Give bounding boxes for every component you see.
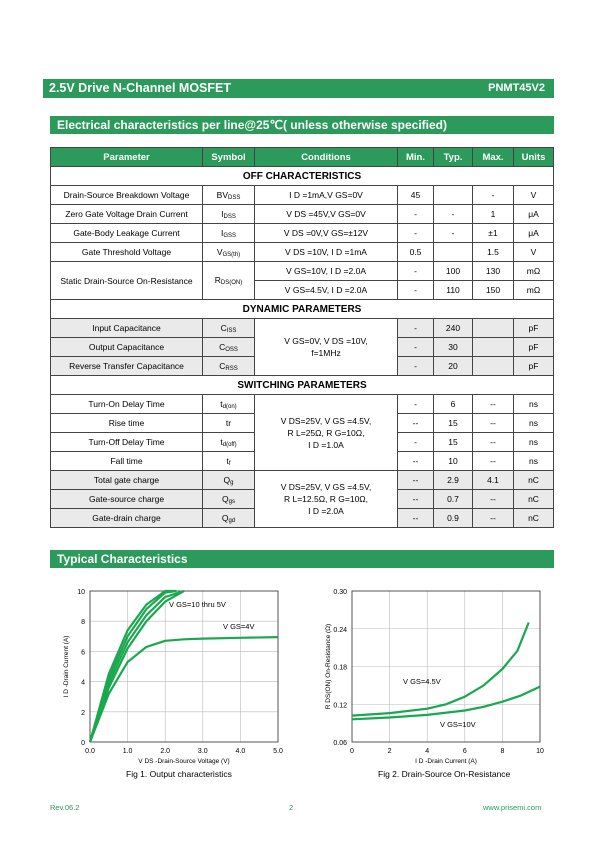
min-cell: - xyxy=(398,433,434,452)
min-cell: - xyxy=(398,205,434,224)
table-row xyxy=(51,300,554,319)
symbol-subscript: DS(ON) xyxy=(220,280,243,286)
parameter-cell: Zero Gate Voltage Drain Current xyxy=(51,205,203,224)
min-cell: -- xyxy=(398,471,434,490)
condition-line: R L=12.5Ω, R G=10Ω, xyxy=(283,494,369,504)
min-cell: - xyxy=(398,281,434,300)
symbol: R xyxy=(214,275,221,285)
y-tick-label: 0.06 xyxy=(333,740,347,747)
max-cell xyxy=(473,338,514,357)
max-cell: -- xyxy=(473,414,514,433)
x-axis-label: V DS -Drain-Source Voltage (V) xyxy=(138,758,230,765)
series-line xyxy=(90,591,177,742)
table-row xyxy=(51,319,554,338)
table-row xyxy=(51,167,554,186)
column-header: Min. xyxy=(398,148,434,167)
symbol-cell xyxy=(203,490,255,509)
typ-cell: 6 xyxy=(434,395,473,414)
parameter-cell: Fall time xyxy=(51,452,203,471)
y-tick-label: 0.24 xyxy=(333,626,347,634)
electrical-section-bar xyxy=(50,116,554,134)
min-cell: -- xyxy=(398,509,434,528)
max-cell: -- xyxy=(473,509,514,528)
symbol-cell xyxy=(203,243,255,262)
symbol: V xyxy=(216,246,223,257)
x-tick-label: 8 xyxy=(500,748,505,755)
series-annotation: V GS=4V xyxy=(223,622,255,631)
parameter-cell: Drain-Source Breakdown Voltage xyxy=(51,186,203,205)
section-title: OFF CHARACTERISTICS xyxy=(51,167,554,186)
unit-cell: pF xyxy=(514,357,554,376)
typ-cell: 240 xyxy=(434,319,473,338)
conditions-cell xyxy=(255,319,398,376)
symbol-subscript: gs xyxy=(228,498,235,505)
min-cell: - xyxy=(398,224,434,243)
table-row xyxy=(51,471,554,490)
typical-section-title: Typical Characteristics xyxy=(57,552,188,566)
max-cell xyxy=(473,319,514,338)
output-characteristics-chart xyxy=(40,580,300,780)
series-line xyxy=(90,591,177,742)
unit-cell: ns xyxy=(514,395,554,414)
condition-line: I D =2.0A xyxy=(308,506,344,516)
typ-cell: 110 xyxy=(434,281,473,300)
table-row xyxy=(51,262,554,281)
parameter-cell: Reverse Transfer Capacitance xyxy=(51,357,203,376)
symbol: Q xyxy=(221,512,229,523)
unit-cell: pF xyxy=(514,319,554,338)
series-line xyxy=(90,591,184,742)
x-tick-label: 6 xyxy=(462,748,467,755)
x-tick-label: 0 xyxy=(350,748,354,755)
unit-cell: mΩ xyxy=(514,281,554,300)
document-title: 2.5V Drive N-Channel MOSFET xyxy=(49,81,231,95)
parameter-cell: Gate-Body Leakage Current xyxy=(51,224,203,243)
typ-cell: 30 xyxy=(434,338,473,357)
unit-cell: nC xyxy=(514,490,554,509)
unit-cell: μA xyxy=(514,224,554,243)
unit-cell: ns xyxy=(514,433,554,452)
y-tick-label: 0.12 xyxy=(333,702,347,710)
max-cell: -- xyxy=(473,452,514,471)
max-cell: 4.1 xyxy=(473,471,514,490)
symbol-cell xyxy=(203,509,255,528)
unit-cell: V xyxy=(514,243,554,262)
symbol-cell xyxy=(203,205,255,224)
symbol-subscript: d(on) xyxy=(222,403,237,410)
symbol: Q xyxy=(222,493,229,504)
parameter-cell: Gate Threshold Voltage xyxy=(51,243,203,262)
max-cell: -- xyxy=(473,490,514,509)
x-tick-label: 5.0 xyxy=(273,748,283,755)
unit-cell: ns xyxy=(514,414,554,433)
symbol-subscript: DSS xyxy=(228,194,241,201)
typ-cell: 2.9 xyxy=(434,471,473,490)
y-axis-label: I D -Drain Current (A) xyxy=(63,635,70,698)
max-cell: ±1 xyxy=(473,224,514,243)
min-cell: -- xyxy=(398,452,434,471)
max-cell: -- xyxy=(473,433,514,452)
table-row xyxy=(51,395,554,414)
symbol: t xyxy=(226,455,229,466)
typ-cell: 15 xyxy=(434,414,473,433)
unit-cell: ns xyxy=(514,452,554,471)
section-title: DYNAMIC PARAMETERS xyxy=(51,300,554,319)
unit-cell: nC xyxy=(514,509,554,528)
x-axis-label: I D -Drain Current (A) xyxy=(415,758,477,765)
typ-cell xyxy=(434,186,473,205)
typ-cell: 0.9 xyxy=(434,509,473,528)
typ-cell: 100 xyxy=(434,262,473,281)
conditions-cell: V DS =45V,V GS=0V xyxy=(255,205,398,224)
condition-line: R L=25Ω, R G=10Ω, xyxy=(287,427,365,438)
column-header: Symbol xyxy=(203,148,255,167)
symbol: BV xyxy=(216,189,228,200)
max-cell xyxy=(473,357,514,376)
symbol-subscript: ISS xyxy=(226,327,237,334)
conditions-cell: V GS=10V, I D =2.0A xyxy=(255,262,398,281)
min-cell: - xyxy=(398,357,434,376)
typ-cell: - xyxy=(434,205,473,224)
parameter-cell: Gate-drain charge xyxy=(51,509,203,528)
symbol: t xyxy=(220,398,223,409)
symbol-subscript: d(off) xyxy=(222,441,237,448)
typ-cell: 20 xyxy=(434,357,473,376)
min-cell: 0.5 xyxy=(398,243,434,262)
max-cell: 1 xyxy=(473,205,514,224)
fig1-caption: Fig 1. Output characteristics xyxy=(126,769,232,779)
parameter-cell: Turn-Off Delay Time xyxy=(51,433,203,452)
symbol-cell xyxy=(203,452,255,471)
symbol: Q xyxy=(223,474,231,485)
min-cell: -- xyxy=(398,414,434,433)
symbol-subscript: OSS xyxy=(225,346,238,353)
x-tick-label: 2 xyxy=(387,748,392,755)
series-annotation: V GS=10V xyxy=(440,720,476,729)
symbol-cell xyxy=(203,357,255,376)
symbol-cell xyxy=(203,471,255,490)
min-cell: - xyxy=(398,262,434,281)
condition-line: V DS=25V, V GS =4.5V, xyxy=(280,482,372,492)
page-number: 2 xyxy=(289,803,294,812)
parameter-cell: Output Capacitance xyxy=(51,338,203,357)
website: www.prisemi.com xyxy=(483,803,542,812)
conditions-cell: V DS =10V, I D =1mA xyxy=(255,243,398,262)
column-header: Units xyxy=(514,148,554,167)
typical-section-bar xyxy=(50,550,554,568)
unit-cell: V xyxy=(514,186,554,205)
x-tick-label: 4.0 xyxy=(235,748,246,755)
symbol-subscript: DSS xyxy=(223,213,236,220)
x-tick-label: 0.0 xyxy=(85,748,95,755)
symbol-cell xyxy=(203,319,255,338)
unit-cell: nC xyxy=(514,471,554,490)
symbol: C xyxy=(219,341,226,352)
max-cell: 130 xyxy=(473,262,514,281)
symbol-cell xyxy=(203,414,255,433)
electrical-section-title: Electrical characteristics per line@25℃( unless otherwise specified) xyxy=(57,118,448,132)
symbol-cell xyxy=(203,338,255,357)
symbol: I xyxy=(220,227,224,238)
max-cell: 150 xyxy=(473,281,514,300)
unit-cell: pF xyxy=(514,338,554,357)
column-header: Parameter xyxy=(51,148,203,167)
parameter-cell: Gate-source charge xyxy=(51,490,203,509)
x-tick-label: 2.0 xyxy=(160,748,171,755)
y-axis-label: R DS(ON) On-Resistance (Ω) xyxy=(325,623,332,710)
symbol: tr xyxy=(225,417,232,428)
table-row xyxy=(51,243,554,262)
typ-cell xyxy=(434,243,473,262)
table-row xyxy=(51,224,554,243)
typ-cell: 15 xyxy=(434,433,473,452)
symbol-cell xyxy=(203,186,255,205)
table-row xyxy=(51,376,554,395)
conditions-cell: V DS =0V,V GS=±12V xyxy=(255,224,398,243)
unit-cell: mΩ xyxy=(514,262,554,281)
y-tick-label: 10 xyxy=(77,589,85,596)
x-tick-label: 1.0 xyxy=(122,748,133,755)
symbol-subscript: RSS xyxy=(225,365,238,372)
conditions-cell: I D =1mA,V GS=0V xyxy=(255,186,398,205)
symbol: C xyxy=(219,360,226,371)
part-number: PNMT45V2 xyxy=(488,82,545,94)
max-cell: - xyxy=(473,186,514,205)
y-tick-label: 0 xyxy=(81,740,85,747)
y-tick-label: 0.18 xyxy=(333,664,347,672)
typ-cell: 0.7 xyxy=(434,490,473,509)
on-resistance-chart xyxy=(300,580,560,780)
series-line xyxy=(90,591,184,742)
y-tick-label: 8 xyxy=(81,619,85,627)
revision: Rev.06.2 xyxy=(50,803,80,812)
x-tick-label: 10 xyxy=(536,748,544,755)
column-header: Conditions xyxy=(255,148,398,167)
x-tick-label: 3.0 xyxy=(197,748,208,755)
symbol-subscript: f xyxy=(228,460,231,467)
x-tick-label: 4 xyxy=(425,748,430,755)
y-tick-label: 0.30 xyxy=(333,589,347,596)
min-cell: 45 xyxy=(398,186,434,205)
section-title: SWITCHING PARAMETERS xyxy=(51,376,554,395)
symbol-subscript: g xyxy=(230,479,234,486)
electrical-characteristics-table xyxy=(50,147,554,528)
parameter-cell: Total gate charge xyxy=(51,471,203,490)
y-tick-label: 2 xyxy=(81,709,85,717)
condition-line: V DS=25V, V GS =4.5V, xyxy=(280,415,372,426)
symbol-subscript: GS(th) xyxy=(222,251,241,258)
y-tick-label: 6 xyxy=(81,649,85,657)
symbol-subscript: gd xyxy=(228,517,236,524)
y-tick-label: 4 xyxy=(81,679,85,687)
max-cell: -- xyxy=(473,395,514,414)
column-header: Typ. xyxy=(434,148,473,167)
symbol-subscript: GSS xyxy=(223,232,237,239)
condition-line: f=1MHz xyxy=(311,348,341,358)
series-annotation: V GS=4.5V xyxy=(403,677,441,686)
table-row xyxy=(51,205,554,224)
typ-cell: 10 xyxy=(434,452,473,471)
min-cell: -- xyxy=(398,490,434,509)
parameter-cell: Turn-On Delay Time xyxy=(51,395,203,414)
symbol-cell xyxy=(203,433,255,452)
min-cell: - xyxy=(398,319,434,338)
parameter-cell: Static Drain-Source On-Resistance xyxy=(51,262,203,300)
conditions-cell: V GS=4.5V, I D =2.0A xyxy=(255,281,398,300)
unit-cell: μA xyxy=(514,205,554,224)
fig2-caption: Fig 2. Drain-Source On-Resistance xyxy=(378,769,511,779)
table-row xyxy=(51,148,554,167)
min-cell: - xyxy=(398,338,434,357)
series-annotation: V GS=10 thru 5V xyxy=(169,600,226,609)
conditions-cell xyxy=(255,395,398,471)
symbol: t xyxy=(220,436,223,447)
symbol: I xyxy=(221,208,224,219)
title-bar xyxy=(43,79,554,98)
symbol-cell xyxy=(203,395,255,414)
column-header: Max. xyxy=(473,148,514,167)
symbol-cell xyxy=(203,224,255,243)
table-row xyxy=(51,186,554,205)
parameter-cell: Rise time xyxy=(51,414,203,433)
condition-line: V GS=0V, V DS =10V, xyxy=(284,336,368,346)
symbol-cell xyxy=(203,262,255,300)
conditions-cell xyxy=(255,471,398,528)
symbol: C xyxy=(220,322,227,333)
min-cell: - xyxy=(398,395,434,414)
typ-cell: - xyxy=(434,224,473,243)
max-cell: 1.5 xyxy=(473,243,514,262)
condition-line: I D =1.0A xyxy=(308,439,344,450)
parameter-cell: Input Capacitance xyxy=(51,319,203,338)
